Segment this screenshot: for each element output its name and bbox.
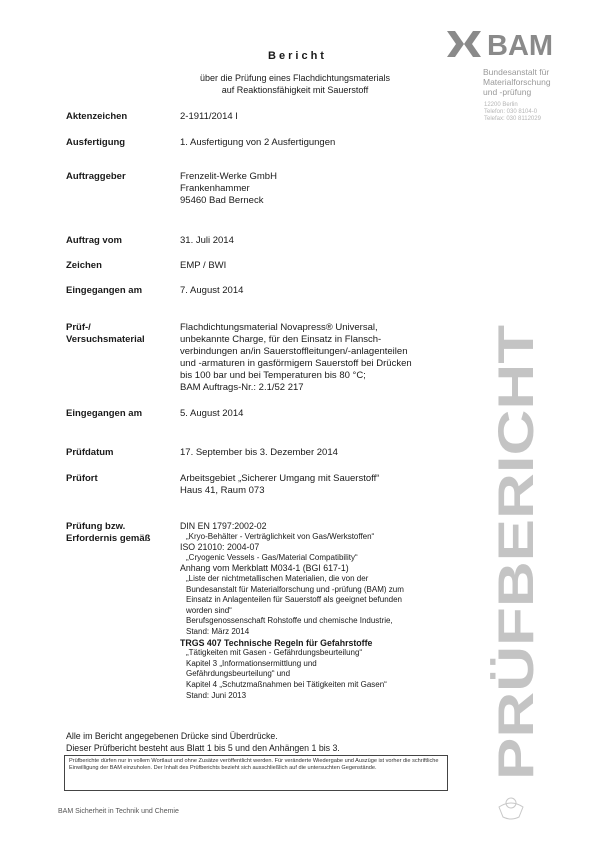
bam-logo-icon (447, 31, 481, 62)
report-subtitle-line2: auf Reaktionsfähigkeit mit Sauerstoff (221, 85, 369, 95)
institution-address: 12200 Berlin Telefon: 030 8104-0 Telefax: 030 8112029 (484, 102, 541, 122)
eagle-seal-icon (497, 795, 525, 826)
pruefmaterial-label: Prüf-/ Versuchsmaterial (66, 322, 145, 345)
pruefbericht-stamp (487, 310, 542, 790)
auftrag-label: Auftrag vom (66, 235, 122, 246)
aktenzeichen-value: 2-1911/2014 I (180, 111, 238, 122)
pruefung-label: Prüfung bzw. Erfordernis gemäß (66, 521, 151, 544)
auftraggeber-label: Auftraggeber (66, 171, 126, 182)
zeichen-value: EMP / BWI (180, 260, 227, 271)
ausfertigung-label: Ausfertigung (66, 137, 126, 148)
auftraggeber-address: Frenzelit-Werke GmbH Frankenhammer 95460 Bad Berneck (180, 171, 277, 206)
footer-notes: Alle im Bericht angegebenen Drücke sind Überdrücke. Dieser Prüfbericht besteht aus Blatt 1 bis 5 und den Anhängen 1 bis 3. (66, 731, 340, 753)
ausfertigung-value: 1. Ausfertigung von 2 Ausfertigungen (180, 137, 336, 148)
report-subtitle-line1: über die Prüfung eines Flachdichtungsmaterials (199, 73, 391, 83)
pruefbericht-stamp-text: PRÜFBERICHT (488, 421, 542, 780)
auftrag-value: 31. Juli 2014 (180, 235, 234, 246)
zeichen-label: Zeichen (66, 260, 102, 271)
requirements-list: DIN EN 1797:2002-02 „Kryo-Behälter - Verträglichkeit von Gas/Werkstoffen“ ISO 21010: 2004-07 „Cryogenic Vessels - Gas/Material Compatibility“ Anhang vom Merkblatt M034-1 (BGI 617-1) „Liste der nichtmetallischen Materialien, die von der Bundesanstalt für Materialforschung und -prüfung (BAM) zum Einsatz in Anlagenteilen für Sauerstoff als geeignet befunden worden sind“ Berufsgenossenschaft Rohstoffe und chemische Industrie, Stand: März 2014 TRGS 407 Technische Regeln für Gefahrstoffe „Tätigkeiten mit Gasen - Gefährdungsbeurteilung“ Kapitel 3 „Informationsermittlung und Gefährdungsbeurteilung“ und Kapitel 4 „Schutzmaßnahmen bei Tätigkeiten mit Gasen“ Stand: Juni 2013 (180, 521, 404, 700)
disclaimer-box: Prüfberichte dürfen nur in vollem Wortlaut und ohne Zusätze veröffentlicht werden. Für veränderte Wiedergabe und Auszüge ist vorher die schriftliche Einwilligung der BAM einzuholen. Der Inhalt des Prüfberichts bezieht sich ausschließlich auf die untersuchten Gegenstände. (64, 755, 448, 791)
pruefdatum-value: 17. September bis 3. Dezember 2014 (180, 447, 338, 458)
bam-logo-text: BAM (487, 30, 554, 62)
eingegangen-label-1: Eingegangen am (66, 285, 143, 296)
eingegangen-label-2: Eingegangen am (66, 408, 143, 419)
pruefdatum-label: Prüfdatum (66, 447, 114, 458)
footer-tagline: BAM Sicherheit in Technik und Chemie (58, 808, 179, 815)
eingegangen-value-1: 7. August 2014 (180, 285, 244, 296)
eingegangen-value-2: 5. August 2014 (180, 408, 244, 419)
report-title: Bericht (268, 50, 327, 62)
pruefmaterial-description: Flachdichtungsmaterial Novapress® Universal, unbekannte Charge, für den Einsatz in Flansch- verbindungen an/in Sauerstoffleitungen/-anlagenteilen und -armaturen in gasförmigem Sauerstoff bei Drücken bis 100 bar und bei Temperaturen bis 80 °C; BAM Auftrags-Nr.: 2.1/52 217 (180, 322, 412, 393)
pruefort-label: Prüfort (66, 473, 98, 484)
pruefort-value: Arbeitsgebiet „Sicherer Umgang mit Sauerstoff“ Haus 41, Raum 073 (180, 473, 380, 496)
institution-name: Bundesanstalt für Materialforschung und -prüfung (483, 67, 551, 97)
aktenzeichen-label: Aktenzeichen (66, 111, 128, 122)
